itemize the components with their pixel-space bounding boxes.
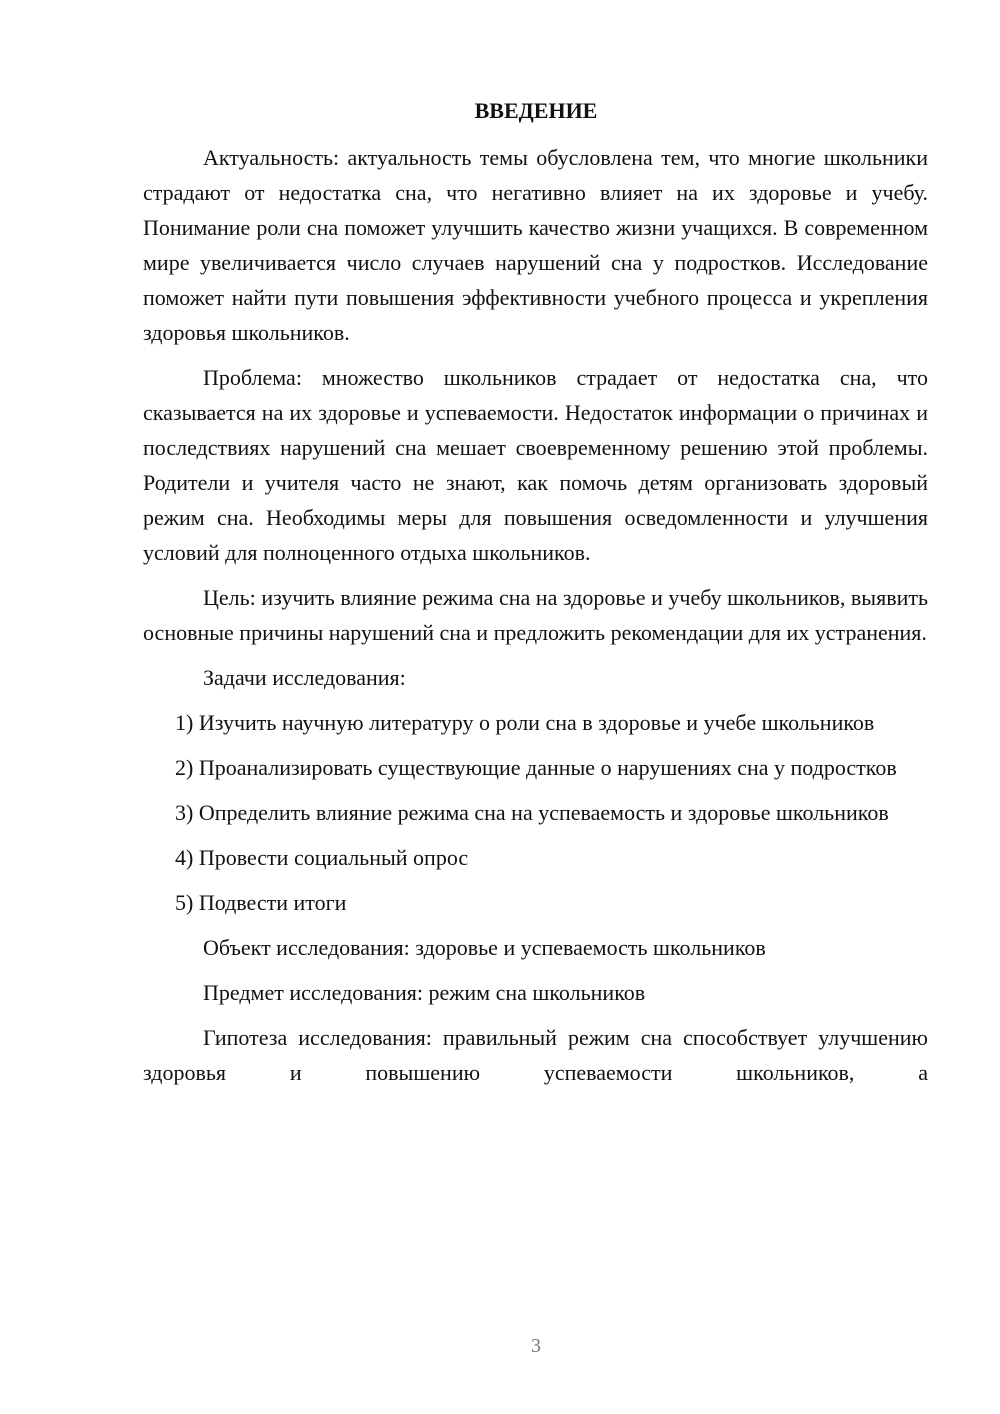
- page-number: 3: [531, 1335, 541, 1357]
- document-body: [143, 140, 928, 1100]
- problem-paragraph: Проблема: множество школьников страдает от недостатка сна, что сказывается на их здоровье и успеваемости. Недостаток информации о причинах и последствиях нарушений сна мешает своевременному решению этой проблемы. Родители и учителя часто не знают, как помочь детям организовать здоровый режим сна. Необходимы меры для повышения осведомленности и улучшения условий для полноценного отдыха школьников.: [143, 365, 928, 565]
- tasks-title: Задачи исследования:: [203, 665, 406, 690]
- research-object: Объект исследования: здоровье и успеваемость школьников: [203, 935, 766, 960]
- task-item: 5) Подвести итоги: [175, 890, 347, 915]
- task-item: 3) Определить влияние режима сна на успеваемость и здоровье школьников: [175, 800, 889, 825]
- task-item: 1) Изучить научную литературу о роли сна в здоровье и учебе школьников: [175, 710, 875, 735]
- research-subject: Предмет исследования: режим сна школьников: [203, 980, 646, 1005]
- task-item: 4) Провести социальный опрос: [175, 845, 469, 870]
- hypothesis-paragraph: Гипотеза исследования: правильный режим сна способствует улучшению здоровья и повышению успеваемости школьников, а: [143, 1025, 928, 1085]
- relevance-paragraph: Актуальность: актуальность темы обусловлена тем, что многие школьники страдают от недостатка сна, что негативно влияет на их здоровье и учебу. Понимание роли сна поможет улучшить качество жизни учащихся. В современном мире увеличивается число случаев нарушений сна у подростков. Исследование поможет найти пути повышения эффективности учебного процесса и укрепления здоровья школьников.: [143, 145, 928, 345]
- task-item: 2) Проанализировать существующие данные о нарушениях сна у подростков: [175, 755, 897, 780]
- goal-paragraph: Цель: изучить влияние режима сна на здоровье и учебу школьников, выявить основные причины нарушений сна и предложить рекомендации для их устранения.: [143, 585, 928, 645]
- page-title: ВВЕДЕНИЕ: [474, 98, 598, 123]
